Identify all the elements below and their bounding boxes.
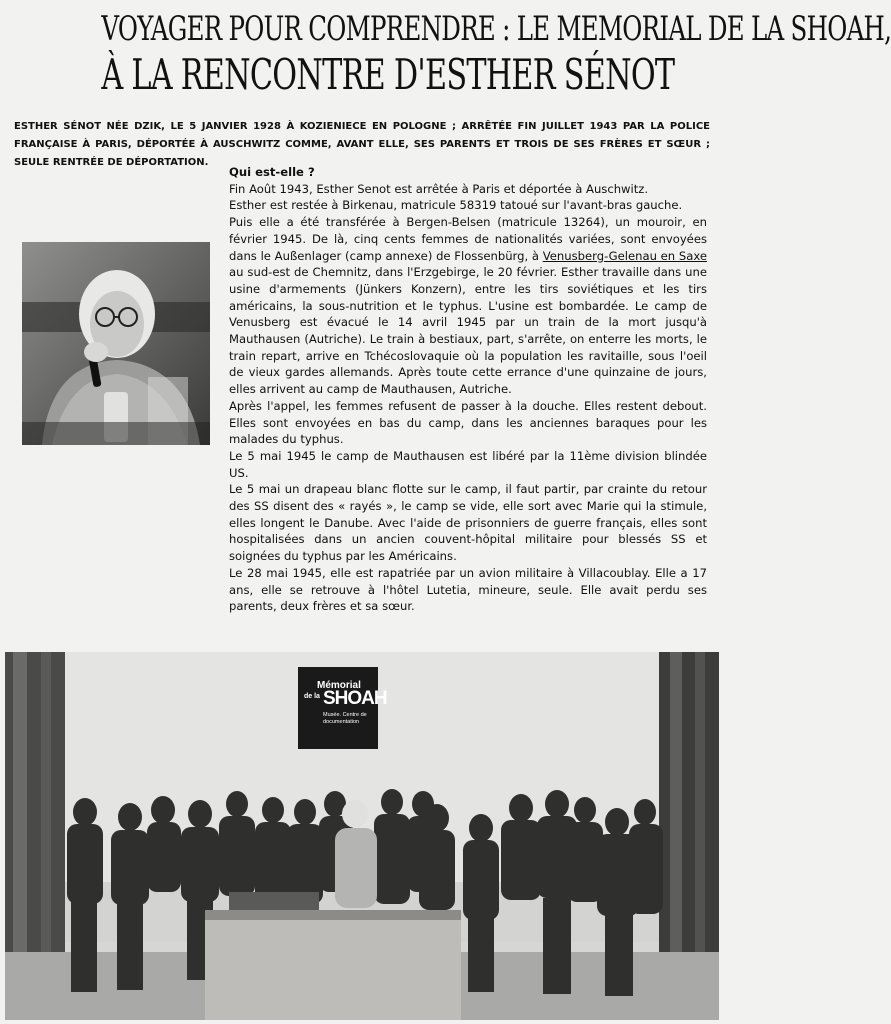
memorial-shoah-logo [298, 667, 387, 749]
portrait-illustration [22, 242, 210, 445]
logo-text-subtitle: Musée. Centre de documentation [323, 712, 367, 725]
logo-text-memorial: Mémorial [317, 680, 361, 691]
page-title [0, 9, 891, 99]
paragraph-segment: Puis elle a été transférée à Bergen-Belsen (matricule 13264), un mouroir, en février 1945. De là, cinq cents femmes de nationalités variées, sont envoyées dans le Außenlager (camp annexe) de Flossenbürg, à [229, 215, 707, 263]
biography-paragraph: Après l'appel, les femmes refusent de passer à la douche. Elles restent debout. Elles sont envoyées en bas du camp, dans les anciennes baraques pour les malades du typhus. [229, 398, 707, 447]
group-photo [5, 652, 719, 1020]
biography-paragraph [229, 214, 707, 398]
logo-text-dela: de la [304, 693, 320, 700]
portrait-photo [22, 242, 210, 445]
paragraph-segment: au sud-est de Chemnitz, dans l'Erzgebirge, le 20 février. Esther travaille dans une usine d'armements (Jünkers Konzern), entre les tirs soviétiques et les tirs américains, la sous-nutrition et le typhus. L'usine est bombardée. Le camp de Venusberg est évacué le 14 avril 1945 par un train de la mort jusqu'à Mauthausen (Autriche). Le train à bestiaux, part, s'arrête, on enterre les morts, le train repart, arrive en Tchécoslovaquie où la population les ravitaille, sous l'oeil de vieux gardes allemands. Après toute cette errance d'une quinzaine de jours, elles arrivent au camp de Mauthausen, Autriche. [229, 265, 707, 397]
intro-paragraph: ESTHER SÉNOT NÉE DZIK, LE 5 JANVIER 1928 À KOZIENIECE EN POLOGNE ; ARRÊTÉE FIN JUILLET 1943 PAR LA POLICE FRANÇAISE À PARIS, DÉPORTÉE À AUSCHWITZ COMME, AVANT ELLE, SES PARENTS ET TROIS DE SES FRÈRES ET SŒUR ; SEULE RENTRÉE DE DÉPORTATION. [14, 121, 710, 168]
logo-text-shoah: SHOAH [323, 688, 387, 709]
biography-paragraph: Le 5 mai 1945 le camp de Mauthausen est libéré par la 11ème division blindée US. [229, 448, 707, 480]
biography-paragraph: Le 5 mai un drapeau blanc flotte sur le camp, il faut partir, par crainte du retour des SS disent des « rayés », le camp se vide, elle sort avec Marie qui la stimule, elles longent le Danube. Avec l'aide de prisonniers de guerre français, elles sont hospitalisées dans un ancien couvent-hôpital militaire pour blessés SS et soignées du typhus par les Américains. [229, 482, 707, 564]
biography-paragraph: Esther est restée à Birkenau, matricule 58319 tatoué sur l'avant-bras gauche. [229, 198, 683, 213]
title-line-1: VOYAGER POUR COMPRENDRE : LE MEMORIAL DE LA SHOAH, [101, 9, 891, 49]
biography-heading: Qui est-elle ? [229, 165, 315, 179]
biography-text [229, 164, 707, 615]
title-line-2: À LA RENCONTRE D'ESTHER SÉNOT [101, 50, 675, 99]
biography-paragraph: Le 28 mai 1945, elle est rapatriée par un avion militaire à Villacoublay. Elle a 17 ans, elle se retrouve à l'hôtel Lutetia, mineure, seule. Elle avait perdu ses parents, deux frères et sa sœur. [229, 565, 707, 614]
venusberg-link[interactable]: Venusberg-Gelenau en Saxe [542, 248, 707, 263]
biography-paragraph: Fin Août 1943, Esther Senot est arrêtée à Paris et déportée à Auschwitz. [229, 181, 649, 196]
